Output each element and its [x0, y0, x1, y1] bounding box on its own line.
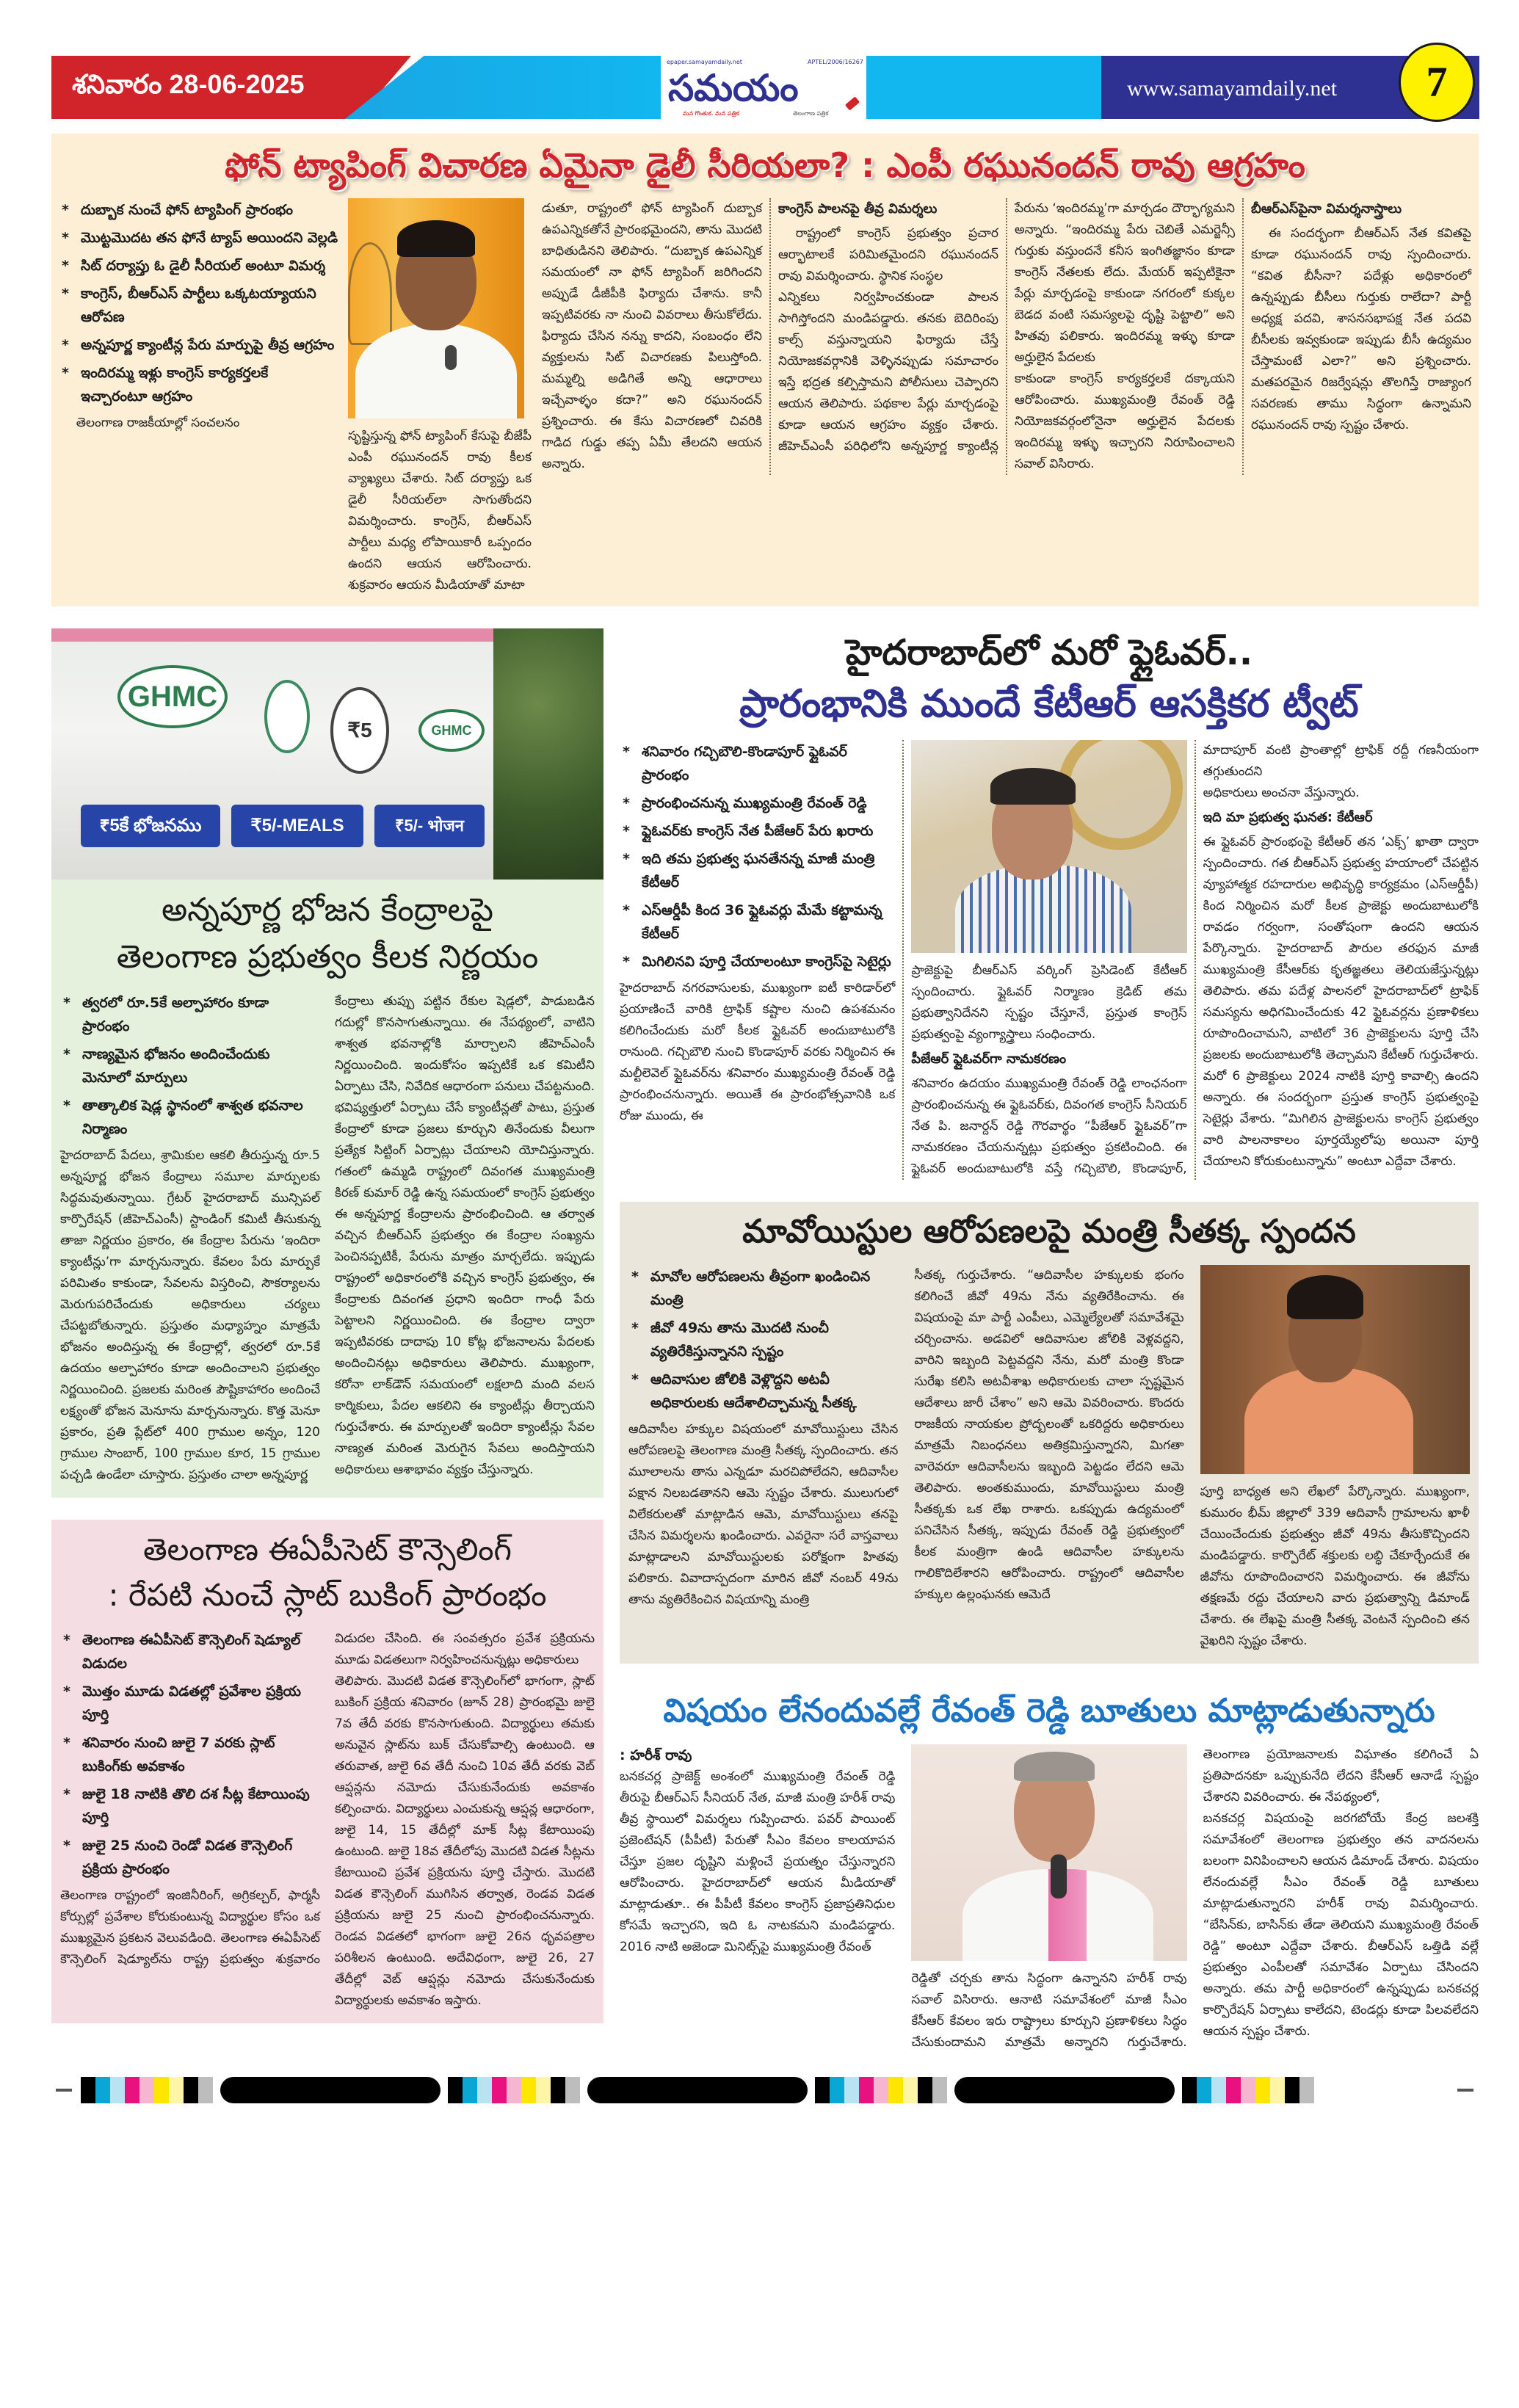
bjp-lotus-backdrop [348, 242, 392, 345]
highlight-item [59, 198, 338, 222]
annapurna-column: కేంద్రాలు తుప్పు పట్టిన రేకుల షెడ్లలో, పాడుబడిన గదుల్లో కొనసాగుతున్నాయి. ఈ నేపథ్యంలో, వాటిని శాశ్వత భవనాల్లోకి మార్చాలని జీహెచ్ఎంసీ నిర్ణయించింది. ఇందుకోసం ఇప్పటికే ఒక కమిటీని ఏర్పాటు చేసి, నివేదిక ఆధారంగా పనులు చేపట్టనుంది. భవిష్యత్తులో ఏర్పాటు చేసే క్యాంటీన్లతో పాటు, ప్రస్తుత కేంద్రాలో కూడా ప్రజలు కూర్చుని తినేందుకు వీలుగా ప్రత్యేక సిట్టింగ్ ఏర్పాట్లు చేయాలని యోచిస్తున్నారు. గతంలో ఉమ్మడి రాష్ట్రంలో దివంగత ముఖ్యమంత్రి కిరణ్ కుమార్ రెడ్డి ఉన్న సమయంలో కాంగ్రెస్ ప్రభుత్వం ఈ అన్నపూర్ణ కేంద్రాలను ప్రారంభించింది. ఆ తర్వాత వచ్చిన బీఆర్ఎస్ ప్రభుత్వం ఈ కేంద్రాల సంఖ్యను పెంచినప్పటికీ, పేరును మాత్రం మార్చలేదు. ఇప్పుడు రాష్ట్రంలో అధికారంలోకి వచ్చిన కాంగ్రెస్ ప్రభుత్వం, ఈ కేంద్రాలకు దివంగత ప్రధాని ఇందిరా గాంధీ పేరు పెట్టాలని నిర్ణయించింది. ఈ కేంద్రాల ద్వారా ఇప్పటివరకు దాదాపు 10 కోట్ల భోజనాలను పేదలకు అందించినట్లు అధికారులు తెలిపారు. ముఖ్యంగా, కరోనా లాక్‌డౌన్ సమయంలో లక్షలాది మంది వలస కార్మికులు, పేదల ఆకలిని ఈ క్యాంటీన్లు తీర్చాయని గుర్తుచేశారు. ఈ మార్పులతో ఇందిరా క్యాంటీన్లు సేవల నాణ్యత మరింత మెరుగైన సేవలు అందిస్తాయని అధికారులు ఆశాభావం వ్యక్తం చేస్తున్నారు. [335, 994, 595, 1477]
highlight-item [60, 1628, 320, 1675]
logo-registration: APTEL/2006/16267 [808, 59, 863, 65]
bullet-star-icon: * [623, 851, 630, 867]
top-story-photo-column [348, 198, 532, 596]
photo-hair [1014, 1752, 1095, 1781]
ktr-photo [911, 740, 1186, 953]
highlight-text: జులై 18 నాటికి తొలి దశ సీట్ల కేటాయింపు పూర్తి [82, 1786, 310, 1826]
highlight-item [60, 1042, 320, 1089]
subheading: ఇది మా ప్రభుత్వ ఘనత: కేటీఆర్ [1203, 810, 1373, 825]
bullet-star-icon: * [62, 286, 69, 302]
color-swatch [154, 2077, 169, 2103]
ghmc-logo: GHMC [117, 665, 228, 728]
color-swatch [918, 2077, 932, 2103]
bullet-star-icon: * [623, 795, 630, 811]
column-text: అధికారులు అంచనా వేస్తున్నారు. [1203, 786, 1360, 800]
highlight-item [620, 791, 895, 815]
highlight-text: సిట్ దర్యాప్తు ఓ డైలీ సీరియల్ అంటూ విమర్శ [81, 258, 326, 274]
highlight-text: తాత్కాలిక షెడ్ల స్థానంలో శాశ్వత భవనాల నిర్మాణం [82, 1098, 303, 1137]
color-swatch [184, 2077, 198, 2103]
color-swatch [1285, 2077, 1299, 2103]
decorative-wheel [1058, 740, 1183, 850]
color-swatch [1270, 2077, 1285, 2103]
price-sign-english: ₹5/-MEALS [231, 805, 363, 847]
bullet-star-icon: * [63, 1683, 70, 1700]
annapurna-body [60, 991, 595, 1486]
seethakka-body [628, 1265, 1470, 1652]
highlight-text: తెలంగాణ ఈఏపీసెట్ కౌన్సెలింగ్ షెడ్యూల్ విడుదల [82, 1632, 301, 1672]
photo-hair [397, 220, 475, 257]
bullet-star-icon: * [62, 230, 69, 246]
telangana-emblem-icon [264, 680, 310, 753]
color-swatch [95, 2077, 110, 2103]
bullet-star-icon: * [631, 1269, 639, 1285]
bullet-star-icon: * [63, 1046, 70, 1062]
highlight-item [59, 282, 338, 329]
highlight-text: ఆదివాసుల జోలికి వెళ్లొద్దని అటవీ అధికారులకు ఆదేశాలిచ్చామన్న సీతక్క [650, 1371, 857, 1411]
annapurna-headline[interactable] [60, 887, 595, 981]
bullet-star-icon: * [63, 995, 70, 1011]
byline: : హరీశ్ రావు [620, 1747, 692, 1763]
bullet-star-icon: * [623, 744, 630, 760]
bullet-star-icon: * [631, 1320, 639, 1336]
price-sign-hindi: ₹5/- भोजन [374, 805, 485, 847]
flyover-story [620, 628, 1479, 1180]
top-story-lead: తెలంగాణ రాజకీయాల్లో సంచలనం [76, 416, 240, 430]
headline-line: తెలంగాణ ఈఏపీసెట్ కౌన్సెలింగ్ [142, 1531, 512, 1567]
headline-line: : రేపటి నుంచే స్లాట్ బుకింగ్ ప్రారంభం [108, 1577, 547, 1613]
highlight-text: మొట్టమొదట తన ఫోనే ట్యాప్ అయిందని వెల్లడి [81, 230, 338, 246]
photo-saree [1244, 1368, 1413, 1474]
color-swatch [492, 2077, 507, 2103]
highlight-item [628, 1265, 898, 1312]
registration-mark [1457, 2089, 1473, 2092]
highlight-text: ఫ్లైఓవర్‌కు కాంగ్రెస్ నేత పీజేఆర్ పేరు ఖరారు [642, 823, 874, 839]
bullet-star-icon: * [62, 258, 69, 274]
highlight-text: శనివారం గచ్చిబౌలి-కొండాపూర్ ఫ్లైఓవర్ ప్రారంభం [642, 744, 847, 783]
harish-headline[interactable]: విషయం లేనందువల్లే రేవంత్ రెడ్డి బూతులు మాట్లాడుతున్నారు [663, 1692, 1435, 1730]
bullet-star-icon: * [623, 823, 630, 839]
color-swatch [888, 2077, 903, 2103]
eapcet-story [51, 1520, 603, 2023]
seethakka-photo [1200, 1265, 1470, 1474]
color-swatch [110, 2077, 125, 2103]
highlight-text: అన్నపూర్ణ క్యాంటీన్ల పేరు మార్పుపై తీవ్ర ఆగ్రహం [81, 337, 335, 353]
eapcet-column: తెలంగాణ రాష్ట్రంలో ఇంజినీరింగ్, అగ్రికల్చర్, ఫార్మసీ కోర్సుల్లో ప్రవేశాల కోరుకుంటున్న విద్యార్థుల కోసం ఒక ముఖ్యమైన ప్రకటన వెలువడింది. తెలంగాణ ఈఏపీసెట్ కౌన్సెలింగ్ షెడ్యూల్‌ను రాష్ట్ర ప్రభుత్వం శుక్రవారం విడుదల చేసింది. ఈ సంవత్సరం ప్రవేశ ప్రక్రియను మూడు విడతలుగా నిర్వహించనున్నట్లు అధికారులు [60, 1631, 595, 1967]
pink-roof-edge [51, 628, 521, 642]
color-swatch [448, 2077, 463, 2103]
flyover-highlights [620, 740, 895, 973]
headline-line: తెలంగాణ ప్రభుత్వం కీలక నిర్ణయం [116, 938, 539, 976]
highlight-item [60, 1834, 320, 1881]
flyover-body [620, 740, 1479, 1180]
logo-tagline-right: తెలంగాణ పత్రిక [793, 110, 829, 117]
color-swatch [536, 2077, 551, 2103]
headline-line: అన్నపూర్ణ భోజన కేంద్రాలపై [161, 891, 494, 929]
color-swatch [1211, 2077, 1226, 2103]
annapurna-canteen-photo [51, 628, 603, 880]
flyover-headline-kicker[interactable]: హైదరాబాద్‌లో మరో ఫ్లైఓవర్.. [845, 632, 1253, 673]
eapcet-headline[interactable] [60, 1527, 595, 1618]
photo-hair [990, 768, 1076, 805]
color-swatch [125, 2077, 139, 2103]
top-story-headline[interactable]: ఫోన్ ట్యాపింగ్ విచారణ ఏమైనా డైలీ సీరియలా? : ఎంపీ రఘునందన్ రావు ఆగ్రహం [225, 145, 1305, 185]
annapurna-story [51, 880, 603, 1498]
top-story-highlights-column [59, 198, 338, 434]
highlight-item [60, 991, 320, 1038]
black-block [220, 2077, 441, 2103]
color-swatch [521, 2077, 536, 2103]
flyover-headline[interactable]: ప్రారంభానికి ముందే కేటీఆర్ ఆసక్తికర ట్వీట్ [739, 682, 1359, 726]
color-swatch [139, 2077, 154, 2103]
highlight-item [620, 950, 895, 973]
photo-shirt [355, 323, 517, 418]
color-swatch [1226, 2077, 1241, 2103]
seethakka-story [620, 1202, 1479, 1664]
registration-mark [56, 2089, 72, 2092]
column-text: ఈ ఫ్లైఓవర్ ప్రారంభంపై కేటీఆర్ తన ‘ఎక్స్’ ఖాతా ద్వారా స్పందించారు. గత బీఆర్ఎస్ ప్రభుత్వ హయాంలో చేపట్టిన వ్యూహాత్మక రహదారుల అభివృద్ధి కార్యక్రమం (ఎస్ఆర్డీపీ) కింద నిర్మించిన మరో కీలక ప్రాజెక్టు అందుబాటులోకి రావడం గర్వంగా, సంతోషంగా ఉందని ఆయన పేర్కొన్నారు. హైదరాబాద్ పౌరుల తరఫున మాజీ ముఖ్యమంత్రి కేసీఆర్‌కు కృతజ్ఞతలు తెలియజేస్తున్నట్లు తెలిపారు. తమ పదేళ్ల పాలనలో హైదరాబాద్‌లో ట్రాఫిక్ సమస్యను అధిగమించేందుకు 42 ఫ్లైఓవర్లను ప్రణాళికలు రూపొందించామని, వాటిలో 36 ప్రాజెక్టులను పూర్తి చేసి ప్రజలకు అందుబాటులోకి తెచ్చామని కేటీఆర్ గుర్తుచేశారు. మరో 6 ప్రాజెక్టులు 2024 నాటికి పూర్తి కావాల్సి ఉందని అన్నారు. ఈ సందర్భంగా ప్రస్తుత కాంగ్రెస్ ప్రభుత్వంపై సెటైర్లు వేశారు. “మిగిలిన ప్రాజెక్టులను కాంగ్రెస్ ప్రభుత్వం వారి పాలనాకాలం పూర్తయ్యేలోపు అయినా పూర్తి చేయాలని కోరుకుంటున్నాను” అంటూ ఎద్దేవా చేశారు. [1203, 835, 1479, 1169]
bullet-star-icon: * [623, 902, 630, 918]
tree-foliage [493, 628, 603, 880]
highlight-text: జీవో 49ను తాను మొదటి నుంచీ వ్యతిరేకిస్తున్నానని స్పష్టం [650, 1320, 829, 1360]
bullet-star-icon: * [631, 1371, 639, 1388]
column-text: డుతూ, రాష్ట్రంలో ఫోన్ ట్యాపింగ్ దుబ్బాక ఉపఎన్నికతోనే ప్రారంభమైందని, తాను మొదటి బాధితుడినని తెలిపారు. “దుబ్బాక ఉపఎన్నిక సమయంలో నా ఫోన్ ట్యాపింగ్ జరిగిందని అప్పుడే డీజీపీకి ఫిర్యాదు చేశాను. కానీ ఇప్పటివరకు నా నుంచి వివరాలు తీసుకోలేదు. ఫిర్యాదు చేసిన నన్ను కాదని, సంబంధం లేని వ్యక్తులను సిట్ విచారణకు పిలుస్తోంది. మమ్మల్ని అడిగితే అన్ని ఆధారాలు ఇచ్చేవాళ్ళం కదా?” అని రఘునందన్ ప్రశ్నించారు. ఈ కేసు విచారణలో చివరికి గాడిద గుడ్డు తప్ప ఏమీ తేలదని ఆయన అన్నారు. [542, 201, 762, 471]
color-swatch [551, 2077, 565, 2103]
annapurna-highlights [60, 991, 320, 1141]
color-swatch [874, 2077, 888, 2103]
issue-date: శనివారం 28-06-2025 [72, 69, 305, 99]
color-swatch [198, 2077, 213, 2103]
color-swatch [844, 2077, 859, 2103]
color-swatch [1255, 2077, 1270, 2103]
right-column-stack [620, 628, 1479, 2053]
highlight-text: మిగిలినవి పూర్తి చేయాలంటూ కాంగ్రెస్‌పై సెటైర్లు [642, 954, 891, 970]
seethakka-highlights [628, 1265, 898, 1415]
highlight-item [620, 899, 895, 946]
subheading: కాంగ్రెస్ పాలనపై తీవ్ర విమర్శలు [778, 201, 938, 217]
color-swatch [830, 2077, 844, 2103]
highlight-item [620, 819, 895, 843]
top-story-column: సృష్టిస్తున్న ఫోన్ ట్యాపింగ్ కేసుపై బీజేపీ ఎంపీ రఘునందన్ రావు కీలక వ్యాఖ్యలు చేశారు. సిట్ దర్యాప్తు ఒక డైలీ సీరియల్‌లా సాగుతోందని విమర్శించారు. కాంగ్రెస్, బీఆర్ఎస్ పార్టీలు మధ్య లోపాయికారీ ఒప్పందం ఉందని ఆయన ఆరోపించారు. శుక్రవారం ఆయన మీడియాతో మాటా [348, 429, 532, 592]
ghmc-logo-small: GHMC [418, 709, 485, 752]
highlight-text: కాంగ్రెస్, బీఆర్ఎస్ పార్టీలు ఒక్కటయ్యాయని ఆరోపణ [81, 286, 316, 325]
column-text: ఎన్నికలు నిర్వహించకుండా పాలన సాగిస్తోందని మండిపడ్డారు. తనకు బెదిరింపు కాల్స్ వస్తున్నాయని ఫిర్యాదు చేస్తే నియోజకవర్గానికి వెళ్ళినప్పుడు సమాచారం ఇస్తే భద్రత కల్పిస్తామని పోలీసులు చెప్పారని ఆయన తెలిపారు. పథకాల పేర్లు మార్చడంపై కూడా ఆయన ఆగ్రహం వ్యక్తం చేశారు. జీహెచ్ఎంసీ పరిధిలోని అన్నపూర్ణ క్యాంటీన్ల పేరును ‘ఇందిరమ్మ’గా మార్చడం దౌర్భాగ్యమని అన్నారు. “ఇందిరమ్మ పేరు చెబితే ఎమర్జెన్సీ గుర్తుకు వస్తుందనే కనీస ఇంగితజ్ఞానం కూడా కాంగ్రెస్ నేతలకు లేదు. మేయర్ ఇప్పటికైనా పేర్లు మార్చడంపై కాకుండా నగరంలో కుక్కల బెడద వంటి సమస్యలపై దృష్టి పెట్టాలి” అని హితవు పలికారు. ఇందిరమ్మ ఇళ్ళు కూడా అర్హులైన పేదలకు [778, 201, 1235, 454]
color-swatch [815, 2077, 830, 2103]
color-swatch [1197, 2077, 1211, 2103]
highlight-item [59, 333, 338, 357]
highlight-item [60, 1731, 320, 1778]
masthead-cyan-band-right [866, 56, 1101, 119]
harish-column: బనకచర్ల ప్రాజెక్ట్ అంశంలో ముఖ్యమంత్రి రేవంత్ రెడ్డి తీరుపై బీఆర్ఎస్ సీనియర్ నేత, మాజీ మంత్రి హరీశ్ రావు తీవ్ర స్థాయిలో విమర్శలు గుప్పించారు. పవర్ పాయింట్ ప్రజెంటేషన్ (పీపీటీ) పేరుతో సీఎం కేవలం కాలయాపన చేస్తూ ప్రజల దృష్టిని మళ్లించే ప్రయత్నం చేస్తున్నారని ఆరోపించారు. హైదరాబాద్‌లో ఆయన మీడియాతో మాట్లాడుతూ.. ఈ పీపీటీ కేవలం కాంగ్రెస్ ప్రజాప్రతినిధుల కోసమే ఇచ్చారని, ఇది ఓ నాటకమని మండిపడ్డారు. 2016 నాటి అజెండా మినిట్స్‌పై ముఖ్యమంత్రి రేవంత్ [620, 1769, 896, 1954]
top-story-columns [542, 198, 1471, 475]
harish-column: బనకచర్ల విషయంపై జరగబోయే కేంద్ర జలశక్తి సమావేశంలో తెలంగాణ ప్రభుత్వం తన వాదనలను బలంగా వినిపించాలని ఆయన డిమాండ్ చేశారు. విషయం లేనందువల్లే సీఎం రేవంత్ రెడ్డి బూతులు మాట్లాడుతున్నారని హరీశ్ రావు విమర్శించారు. “బేసిన్‌కు, బాసిన్‌కు తేడా తెలియని ముఖ్యమంత్రి రేవంత్ రెడ్డి” అంటూ ఎద్దేవా చేశారు. బీఆర్ఎస్ ఒత్తిడి వల్లే ప్రభుత్వం ఎంపీలతో సమావేశం ఏర్పాటు చేసిందని అన్నారు. తమ పార్టీ అధికారంలో ఉన్నప్పుడు బనకచర్ల కార్పొరేషన్ ఏర్పాటు కాలేదని, టెండర్లు కూడా పిలవలేదని ఆయన స్పష్టం చేశారు. [1203, 1811, 1479, 2039]
bullet-star-icon: * [63, 1098, 70, 1114]
left-column-stack [51, 628, 603, 2023]
top-story-body [59, 198, 1471, 596]
highlight-item [60, 1094, 320, 1141]
color-swatch [81, 2077, 95, 2103]
highlight-text: శనివారం నుంచి జులై 7 వరకు స్లాట్ బుకింగ్‌కు అవకాశం [82, 1735, 275, 1774]
logo-epaper-url: epaper.samayamdaily.net [667, 59, 742, 65]
top-story-highlights [59, 198, 338, 408]
website-link[interactable]: www.samayamdaily.net [1127, 76, 1338, 101]
highlight-item [620, 740, 895, 787]
harish-body [620, 1744, 1479, 2053]
masthead [51, 43, 1479, 125]
highlight-item [620, 847, 895, 894]
black-block [954, 2077, 1175, 2103]
color-swatch [169, 2077, 184, 2103]
microphone-icon [445, 345, 457, 370]
subheading: పీజేఆర్ ఫ్లైఓవర్‌గా నామకరణం [911, 1051, 1067, 1067]
lower-page [51, 628, 1479, 2053]
seethakka-headline[interactable]: మావోయిస్టుల ఆరోపణలపై మంత్రి సీతక్క స్పందన [742, 1213, 1356, 1250]
bullet-star-icon: * [63, 1786, 70, 1802]
color-swatch [477, 2077, 492, 2103]
color-swatch [463, 2077, 477, 2103]
microphone-icon [1051, 1854, 1067, 1899]
annapurna-column: హైదరాబాద్ పేదలు, శ్రామికుల ఆకలి తీరుస్తున్న రూ.5 అన్నపూర్ణ భోజన కేంద్రాలు సమూల మార్పులకు సిద్ధమవుతున్నాయి. గ్రేటర్ హైదరాబాద్ మున్సిపల్ కార్పొరేషన్ (జీహెచ్ఎంసీ) స్టాండింగ్ కమిటీ తీసుకున్న తాజా నిర్ణయం ప్రకారం, ఈ కేంద్రాల పేరును ‘ఇందిరా క్యాంటీన్లు’గా మార్చనున్నారు. కేవలం పేరు మార్పుకే పరిమితం కాకుండా, సేవలను విస్తరించి, సౌకర్యాలను మెరుగుపరిచేందుకు అధికారులు చర్యలు చేపట్టబోతున్నారు. ప్రస్తుతం మధ్యాహ్నం మాత్రమే భోజనం అందిస్తున్న ఈ కేంద్రాల్లో, త్వరలో రూ.5కే ఉదయం అల్పాహారం కూడా అందించాలని ప్రభుత్వం నిర్ణయించింది. ప్రజలకు మరింత పౌష్టికాహారం అందించే లక్ష్యంతో భోజన మెనూను మార్చనున్నారు. కొత్త మెనూ ప్రకారం, ప్రతి ప్లేట్‌లో 400 గ్రాముల అన్నం, 120 గ్రాముల సాంబార్, 100 గ్రాముల కూర, 15 గ్రాముల పచ్చడి ఉండేలా చూస్తారు. ప్రస్తుతం చాలా అన్నపూర్ణ [60, 1148, 320, 1482]
harish-column: రెడ్డితో చర్చకు తాను సిద్ధంగా ఉన్నానని హరీశ్ రావు సవాల్ విసిరారు. ఆనాటి సమావేశంలో మాజీ సీఎం కేసీఆర్ కేవలం ఇరు రాష్ట్రాలు కూర్చుని ప్రణాళికలు సిద్ధం చేసుకుందామని మాత్రమే అన్నారని గుర్తుచేశారు. తెలంగాణ ప్రయోజనాలకు విఘాతం కలిగించే ఏ ప్రతిపాదనకూ ఒప్పుకునేది లేదని కేసీఆర్ ఆనాడే స్పష్టం చేశారని వివరించారు. ఈ నేపథ్యంలో, [911, 1747, 1479, 2050]
photo-hair [1287, 1275, 1363, 1319]
column-text: కాకుండా కాంగ్రెస్ కార్యకర్తలకే దక్కాయని ఆరోపించారు. ముఖ్యమంత్రి రేవంత్ రెడ్డి నియోజకవర్గంలోనైనా అర్హులైన పేదలకు ఇందిరమ్మ ఇళ్ళు ఇచ్చారని నిరూపించాలని సవాల్ విసిరారు. [1015, 371, 1235, 471]
print-color-bar-row [51, 2075, 1479, 2105]
eapcet-highlights [60, 1628, 320, 1881]
color-swatch [565, 2077, 580, 2103]
color-swatch [932, 2077, 947, 2103]
highlight-text: దుబ్బాక నుంచే ఫోన్ ట్యాపింగ్ ప్రారంభం [81, 202, 294, 218]
highlight-item [628, 1316, 898, 1363]
bullet-star-icon: * [62, 202, 69, 218]
seethakka-column: సీతక్క గుర్తుచేశారు. “ఆదివాసీల హక్కులకు భంగం కలిగించే జీవో 49ను నేను వ్యతిరేకించాను. ఈ విషయంపై మా పార్టీ ఎంపీలు, ఎమ్మెల్యేలతో సమావేశమై చర్చించాను. అడవిలో ఆదివాసుల జోలికి వెళ్లవద్దని, వారిని ఇబ్బంది పెట్టవద్దని నేను, మరో మంత్రి కొండా సురేఖ కలిసి అటవీశాఖ అధికారులకు చాలా స్పష్టమైన ఆదేశాలు జారీ చేశాం” అని ఆమె వివరించారు. కొందరు రాజకీయ నాయకుల ప్రోద్బలంతో ఒకరిద్దరు అధికారులు మాత్రమే నిబంధనలు అతిక్రమిస్తున్నారని, మిగతా వారెవరూ ఆదివాసీలను ఇబ్బంది పెట్టడం లేదని ఆమె తెలిపారు. అంతకుముందు, మావోయిస్టులు మంత్రి సీతక్కకు ఒక లేఖ రాశారు. ఒకప్పుడు ఉద్యమంలో పనిచేసిన సీతక్క, ఇప్పుడు రేవంత్ రెడ్డి ప్రభుత్వంలో కీలక మంత్రిగా ఉండి ఆదివాసీల హక్కులను గాలికొదిలేశారని ఆరోపించారు. రాష్ట్రంలో ఆదివాసీల హక్కుల ఉల్లంఘనకు ఆమెదే [914, 1268, 1184, 1602]
highlight-text: మావోల ఆరోపణలను తీవ్రంగా ఖండించిన మంత్రి [650, 1269, 871, 1308]
highlight-text: ఎస్ఆర్డీపీ కింద 36 ఫ్లైఓవర్లు మేమే కట్టామన్న కేటీఆర్ [642, 902, 882, 942]
bullet-star-icon: * [62, 337, 69, 353]
flyover-column: ప్రాజెక్టుపై బీఆర్ఎస్ వర్కింగ్ ప్రెసిడెంట్ కేటీఆర్ స్పందించారు. ఫ్లైఓవర్ నిర్మాణం క్రెడిట్ తమ ప్రభుత్వానిదేనని స్పష్టం చేస్తూనే, ప్రస్తుత కాంగ్రెస్ ప్రభుత్వంపై వ్యంగ్యాస్త్రాలు సంధించారు. [911, 963, 1187, 1042]
bullet-star-icon: * [63, 1838, 70, 1854]
column-text: శనివారం ఉదయం ముఖ్యమంత్రి రేవంత్ రెడ్డి లాంఛనంగా ప్రారంభించనున్న ఈ ఫ్లైఓవర్‌కు, దివంగత కాంగ్రెస్ సీనియర్ నేత పి. జనార్దన్ రెడ్డి గౌరవార్థం “పీజేఆర్ ఫ్లైఓవర్”గా నామకరణం చేయనున్నట్లు ప్రభుత్వం ప్రకటించింది. ఈ ఫ్లైఓవర్ అందుబాటులోకి వస్తే గచ్చిబౌలి, కొండాపూర్, మాదాపూర్ వంటి ప్రాంతాల్లో ట్రాఫిక్ రద్దీ గణనీయంగా తగ్గుతుందని [911, 743, 1479, 1176]
bullet-star-icon: * [63, 1735, 70, 1751]
color-swatch [1299, 2077, 1314, 2103]
color-swatch [859, 2077, 874, 2103]
color-swatch [903, 2077, 918, 2103]
black-block [587, 2077, 808, 2103]
seethakka-column: ఆదివాసీల హక్కుల విషయంలో మావోయిస్టులు చేసిన ఆరోపణలపై తెలంగాణ మంత్రి సీతక్క స్పందించారు. తన మూలాలను తాను ఎన్నడూ మరచిపోలేదని, ఆదివాసీల పక్షాన నిలబడతానని ఆమె స్పష్టం చేశారు. ములుగులో విలేకరులతో మాట్లాడిన ఆమె, మావోయిస్టులు తనపై చేసిన విమర్శలను ఖండించారు. ఎవరైనా సరే వాస్తవాలు మాట్లాడాలని మావోయిస్టులకు పరోక్షంగా హితవు పలికారు. వివాదాస్పదంగా మారిన జీవో నంబర్ 49ను తాను వ్యతిరేకించిన విషయాన్ని మంత్రి [628, 1422, 899, 1607]
harish-rao-photo [911, 1744, 1186, 1961]
newspaper-logo[interactable]: సమయం [668, 66, 799, 109]
flyover-column: హైదరాబాద్ నగరవాసులకు, ముఖ్యంగా ఐటీ కారిడార్‌లో ప్రయాణించే వారికి ట్రాఫిక్ కష్టాల నుంచి ఉపశమనం కలిగించేందుకు మరో కీలక ఫ్లైఓవర్ అందుబాటులోకి రానుంది. గచ్చిబౌలి నుంచి కొండాపూర్ వరకు నిర్మించిన ఈ మల్టీలెవెల్ ఫ్లైఓవర్‌ను శనివారం ముఖ్యమంత్రి రేవంత్ రెడ్డి ప్రారంభించనున్నారు. అయితే ఈ ప్రారంభోత్సవానికి ఒక రోజు ముందు, ఈ [620, 981, 896, 1123]
color-swatch [507, 2077, 521, 2103]
column-text: ఈ సందర్భంగా బీఆర్ఎస్ నేత కవితపై కూడా రఘునందన్ రావు స్పందించారు. “కవిత బీసీనా? పదేళ్లు అధికారంలో ఉన్నప్పుడు బీసీలు గుర్తుకు రాలేదా? పార్టీ అధ్యక్ష పదవి, శాసనసభాపక్ష నేత పదవి బీసీలకు ఇవ్వకుండా ఇప్పుడు బీసీ ఉద్యమం చేస్తామంటే ఎలా?” అని ప్రశ్నించారు. మతపరమైన రిజర్వేషన్లు తొలగిస్తే రాజ్యాంగ సవరణకు తాము సిద్ధంగా ఉన్నామని రఘునందన్ రావు స్పష్టం చేశారు. [1251, 226, 1471, 432]
logo-tagline: మన గొంతుక. మన పత్రిక [683, 110, 739, 117]
color-swatch [1241, 2077, 1255, 2103]
highlight-item [60, 1783, 320, 1829]
highlight-text: త్వరలో రూ.5కే అల్పాహారం కూడా ప్రారంభం [82, 995, 269, 1034]
raghunandan-rao-photo [348, 198, 524, 418]
highlight-item [59, 254, 338, 278]
bullet-star-icon: * [62, 365, 69, 381]
top-story [51, 134, 1479, 606]
highlight-text: ఇది తమ ప్రభుత్వ ఘనతేనన్న మాజీ మంత్రి కేటీఆర్ [642, 851, 875, 891]
highlight-text: మొత్తం మూడు విడతల్లో ప్రవేశాల ప్రక్రియ పూర్తి [82, 1683, 301, 1723]
column-text: రాష్ట్రంలో కాంగ్రెస్ ప్రభుత్వం ప్రచార ఆర్భాటాలకే పరిమితమైందని రఘునందన్ రావు విమర్శించారు. స్థానిక సంస్థల [778, 226, 998, 283]
meal-plate-icon: ₹5 [330, 687, 389, 774]
highlight-item [59, 361, 338, 408]
color-swatch [1182, 2077, 1197, 2103]
page-number-badge: 7 [1399, 43, 1475, 122]
highlight-text: ప్రారంభించనున్న ముఖ్యమంత్రి రేవంత్ రెడ్డి [642, 795, 867, 811]
bullet-star-icon: * [63, 1632, 70, 1648]
subheading: బీఆర్ఎస్‌పైనా విమర్శనాస్త్రాలు [1251, 201, 1402, 217]
highlight-text: ఇందిరమ్మ ఇళ్లు కాంగ్రెస్ కార్యకర్తలకే ఇచ్చారంటూ ఆగ్రహం [81, 365, 269, 405]
highlight-item [628, 1368, 898, 1415]
highlight-item [60, 1680, 320, 1727]
eapcet-column: తెలిపారు. మొదటి విడత కౌన్సెలింగ్‌లో భాగంగా, స్లాట్ బుకింగ్ ప్రక్రియ శనివారం (జూన్ 28) ప్రారంభమై జులై 7వ తేదీ వరకు కొనసాగుతుంది. విద్యార్థులు తమకు అనువైన స్లాట్‌ను బుక్ చేసుకోవాల్సి ఉంటుంది. ఆ తరువాత, జులై 6వ తేదీ నుంచి 10వ తేదీ వరకు వెబ్ ఆప్షన్లను నమోదు చేసుకునేందుకు అవకాశం కల్పించారు. విద్యార్థులు ఎంచుకున్న ఆప్షన్ల ఆధారంగా, జులై 14, 15 తేదీల్లో మాక్ సీట్ల కేటాయింపు ఉంటుంది. జులై 18వ తేదీలోపు మొదటి విడత సీట్లను కేటాయించి ప్రవేశ ప్రక్రియను పూర్తి చేస్తారు. మొదటి విడత కౌన్సెలింగ్ ముగిసిన తర్వాత, రెండవ విడత ప్రక్రియను జులై 25 నుంచి ప్రారంభించనున్నారు. రెండవ విడతలో భాగంగా జులై 26న ధృవపత్రాల పరిశీలన ఉంటుంది. అదేవిధంగా, జులై 26, 27 తేదీల్లో వెబ్ ఆప్షన్లు నమోదు చేసుకునేందుకు విద్యార్థులకు అవకాశం ఇస్తారు. [335, 1674, 595, 2008]
bullet-star-icon: * [623, 954, 630, 970]
eapcet-body [60, 1628, 595, 2012]
print-color-bar [81, 2077, 1439, 2103]
price-sign-telugu: ₹5కే భోజనము [81, 805, 220, 847]
highlight-text: నాణ్యమైన భోజనం అందించేందుకు మెనూలో మార్పులు [82, 1046, 270, 1086]
highlight-text: జులై 25 నుంచి రెండో విడత కౌన్సెలింగ్ ప్రక్రియ ప్రారంభం [82, 1838, 293, 1877]
highlight-item [59, 226, 338, 250]
seethakka-column: పూర్తి బాధ్యత అని లేఖలో పేర్కొన్నారు. ముఖ్యంగా, కుమురం భీమ్ జిల్లాలో 339 ఆదివాసీ గ్రామాలను ఖాళీ చేయించేందుకు ప్రభుత్వం జీవో 49ను తీసుకొచ్చిందని మండిపడ్డారు. కార్పొరేట్ శక్తులకు లబ్ధి చేకూర్చేందుకే ఈ జీవోను రూపొందించారని విమర్శించారు. ఈ జీవోను తక్షణమే రద్దు చేయాలని వారు ప్రభుత్వాన్ని డిమాండ్ చేశారు. ఈ లేఖపై మంత్రి సీతక్క వెంటనే స్పందించి తన వైఖరిని స్పష్టం చేశారు. [1200, 1484, 1470, 1648]
harish-story [620, 1686, 1479, 2053]
